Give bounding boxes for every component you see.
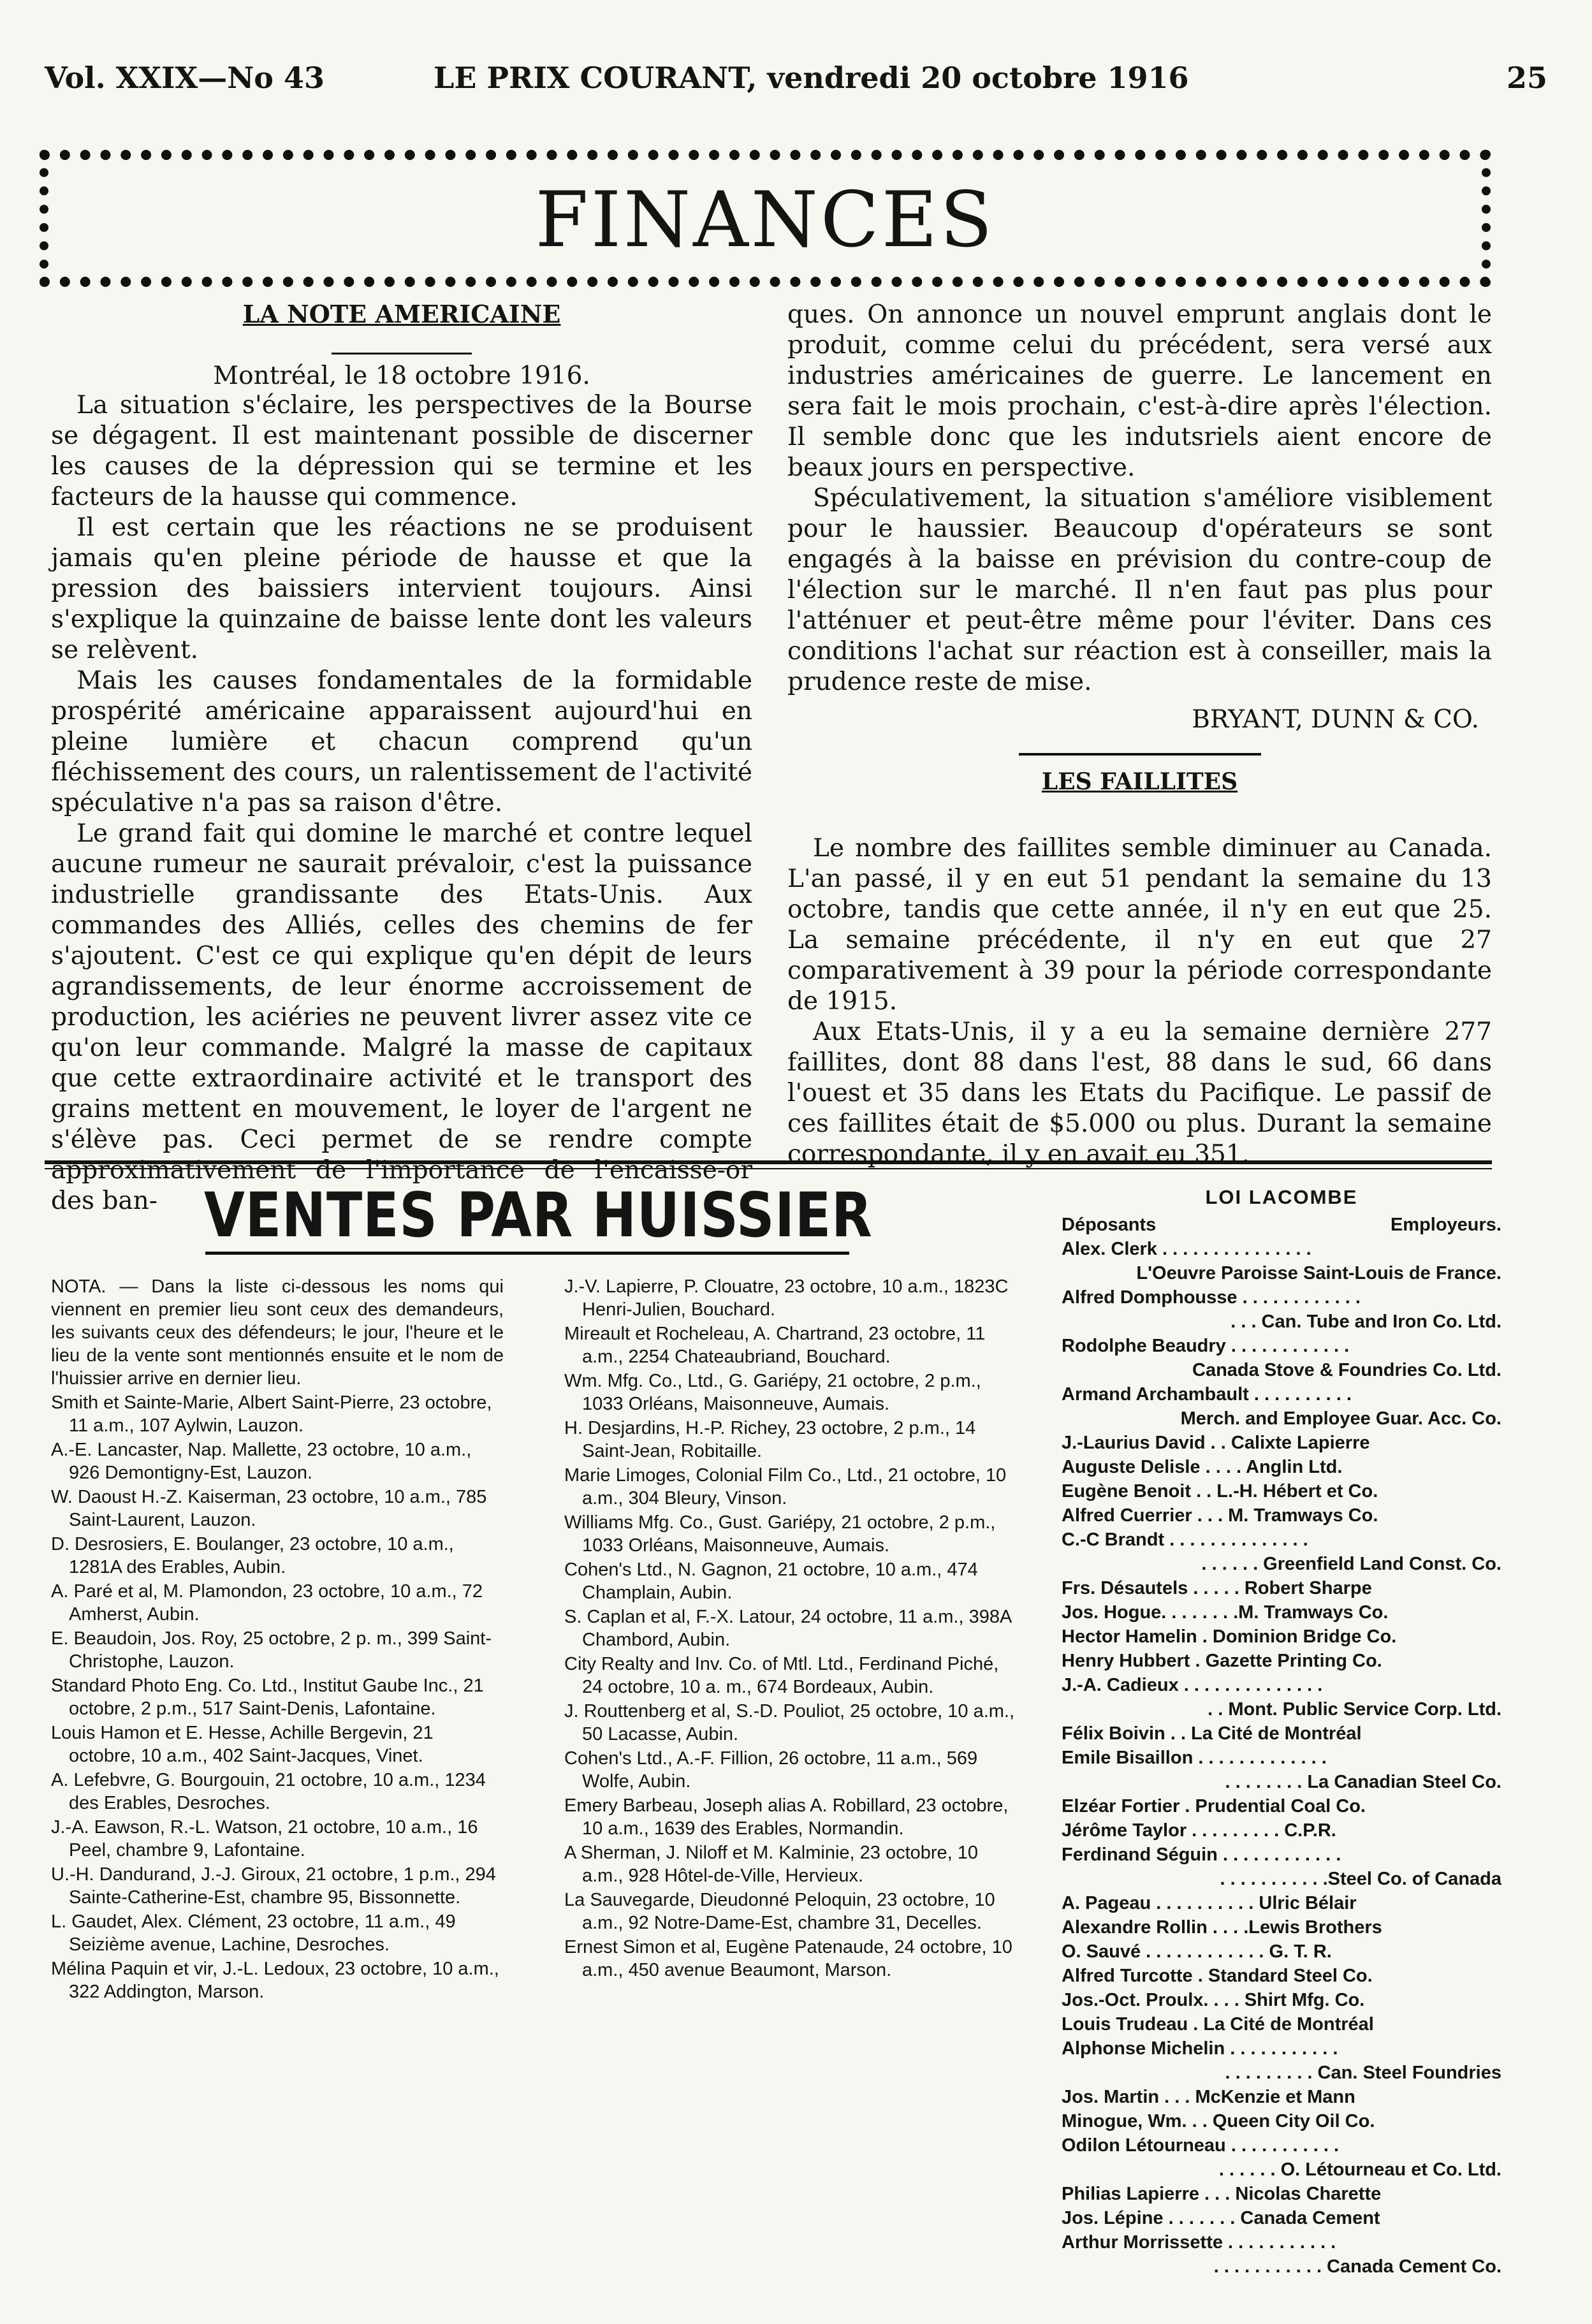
finances-banner bbox=[40, 150, 1491, 287]
list-item: Henry Hubbert . Gazette Printing Co. bbox=[1062, 1651, 1382, 1671]
faillites-paragraph: Aux Etats-Unis, il y a eu la semaine dernière 277 faillites, dont 88 dans l'est, 88 dans le sud, 66 dans l'ouest et 35 dans les Etats du Pacifique. Le passif de ces faillites était de $5.000 ou plus. Durant la semaine correspondante, il y en avait eu 351. bbox=[787, 1018, 1492, 1169]
article-paragraph: Il est certain que les réactions ne se produisent jamais qu'en pleine période de hausse et que la pression des baissiers intervient toujours. Ainsi s'explique la quinzaine de baisse lente dont les valeurs se relèvent. bbox=[51, 513, 752, 664]
list-item: Félix Boivin . . La Cité de Montréal bbox=[1062, 1723, 1362, 1744]
list-item: Canada Stove & Foundries Co. Ltd. bbox=[1192, 1360, 1501, 1380]
list-item: H. Desjardins, H.-P. Richey, 23 octobre, 2 p.m., 14 Saint-Jean, Robitaille. bbox=[564, 1418, 976, 1461]
list-item: J.-A. Eawson, R.-L. Watson, 21 octobre, 10 a.m., 16 Peel, chambre 9, Lafontaine. bbox=[51, 1817, 478, 1860]
list-item: A. Lefebvre, G. Bourgouin, 21 octobre, 10 a.m., 1234 des Erables, Desroches. bbox=[51, 1770, 486, 1813]
list-item: C.-C Brandt . . . . . . . . . . . . . . bbox=[1062, 1530, 1308, 1550]
list-item: D. Desrosiers, E. Boulanger, 23 octobre, 10 a.m., 1281A des Erables, Aubin. bbox=[51, 1534, 454, 1577]
list-item: A Sherman, J. Niloff et M. Kalminie, 23 octobre, 10 a.m., 928 Hôtel-de-Ville, Hervieux. bbox=[564, 1843, 979, 1886]
note-americaine-column bbox=[51, 300, 752, 1217]
list-item: Armand Archambault . . . . . . . . . . bbox=[1062, 1384, 1352, 1405]
header-employeurs: Employeurs. bbox=[1390, 1215, 1501, 1235]
list-item: . . . . . . O. Létourneau et Co. Ltd. bbox=[1218, 2160, 1501, 2180]
list-item: Merch. and Employee Guar. Acc. Co. bbox=[1180, 1408, 1501, 1429]
article-title: LA NOTE AMERICAINE bbox=[242, 300, 561, 328]
ventes-underline bbox=[205, 1252, 849, 1255]
list-item: . . . . . . . . . . . Canada Cement Co. bbox=[1213, 2256, 1501, 2277]
list-item: . . . . . . . . . . .Steel Co. of Canada bbox=[1220, 1869, 1501, 1889]
list-item: Ferdinand Séguin . . . . . . . . . . . . bbox=[1062, 1845, 1341, 1865]
list-item: W. Daoust H.-Z. Kaiserman, 23 octobre, 10 a.m., 785 Saint-Laurent, Lauzon. bbox=[51, 1487, 487, 1530]
list-item: Alex. Clerk . . . . . . . . . . . . . . . bbox=[1062, 1239, 1311, 1259]
list-item: Alphonse Michelin . . . . . . . . . . . bbox=[1062, 2038, 1338, 2059]
list-item: Alfred Domphousse . . . . . . . . . . . . bbox=[1062, 1287, 1361, 1308]
article-paragraph: La situation s'éclaire, les perspectives de la Bourse se dégagent. Il est maintenant possible de discerner les causes de la dépression qui se termine et les facteurs de la hausse qui commence. bbox=[51, 391, 752, 511]
list-item: L'Oeuvre Paroisse Saint-Louis de France. bbox=[1136, 1263, 1501, 1283]
article-signature: BRYANT, DUNN & CO. bbox=[1192, 705, 1479, 734]
list-item: Eugène Benoit . . L.-H. Hébert et Co. bbox=[1062, 1481, 1378, 1502]
section-rule-thin bbox=[45, 1168, 1492, 1169]
list-item: Jérôme Taylor . . . . . . . . . C.P.R. bbox=[1062, 1820, 1336, 1841]
list-item: City Realty and Inv. Co. of Mtl. Ltd., Ferdinand Piché, 24 octobre, 10 a. m., 674 Bordeaux, Aubin. bbox=[564, 1654, 999, 1697]
list-item: . . . . . . . . . Can. Steel Foundries bbox=[1225, 2063, 1501, 2083]
list-item: J.-Laurius David . . Calixte Lapierre bbox=[1062, 1433, 1370, 1453]
list-item: Minogue, Wm. . . Queen City Oil Co. bbox=[1062, 2111, 1375, 2131]
list-item: Mélina Paquin et vir, J.-L. Ledoux, 23 octobre, 10 a.m., 322 Addington, Marson. bbox=[51, 1959, 499, 2002]
list-item: A.-E. Lancaster, Nap. Mallette, 23 octobre, 10 a.m., 926 Demontigny-Est, Lauzon. bbox=[51, 1440, 472, 1483]
ventes-title: VENTES PAR HUISSIER bbox=[204, 1180, 873, 1251]
list-item: Jos. Hogue. . . . . . . .M. Tramways Co. bbox=[1062, 1602, 1389, 1623]
list-item: Odilon Létourneau . . . . . . . . . . . bbox=[1062, 2135, 1340, 2156]
list-item: Elzéar Fortier . Prudential Coal Co. bbox=[1062, 1796, 1366, 1816]
section-rule bbox=[45, 1160, 1492, 1164]
loi-lacombe-column bbox=[1062, 1186, 1501, 2279]
list-item: . . Mont. Public Service Corp. Ltd. bbox=[1208, 1699, 1501, 1720]
article-paragraph: Mais les causes fondamentales de la formidable prospérité américaine apparaissent aujourd'hui en pleine lumière et chacun comprend qu'un fléchissement des cours, un ralentissement de l'activité spéculative n'a pas sa raison d'être. bbox=[51, 666, 752, 817]
list-item: Arthur Morrissette . . . . . . . . . . . bbox=[1062, 2232, 1336, 2253]
list-item: L. Gaudet, Alex. Clément, 23 octobre, 11 a.m., 49 Seizième avenue, Lachine, Desroches. bbox=[51, 1911, 456, 1955]
ventes-nota: NOTA. — Dans la liste ci-dessous les noms qui viennent en premier lieu sont ceux des demandeurs, les suivants ceux des défendeurs; le jour, l'heure et le lieu de la vente sont mentionnés ensuite et le nom de l'huissier arrive en dernier lieu. bbox=[51, 1276, 504, 1389]
list-item: . . . . . . Greenfield Land Const. Co. bbox=[1201, 1554, 1501, 1574]
list-item: Cohen's Ltd., A.-F. Fillion, 26 octobre, 11 a.m., 569 Wolfe, Aubin. bbox=[564, 1748, 978, 1792]
page-number: 25 bbox=[1506, 61, 1547, 95]
loi-lacombe-title: LOI LACOMBE bbox=[1205, 1186, 1358, 1208]
list-item: Smith et Sainte-Marie, Albert Saint-Pierre, 23 octobre, 11 a.m., 107 Aylwin, Lauzon. bbox=[51, 1392, 492, 1436]
list-item: Louis Hamon et E. Hesse, Achille Bergevin, 21 octobre, 10 a.m., 402 Saint-Jacques, Vinet. bbox=[51, 1723, 434, 1766]
list-item: Emile Bisaillon . . . . . . . . . . . . . bbox=[1062, 1748, 1327, 1768]
ventes-column-1 bbox=[51, 1275, 504, 2005]
ventes-column-2 bbox=[564, 1275, 1017, 1983]
list-item: Alfred Cuerrier . . . M. Tramways Co. bbox=[1062, 1505, 1378, 1526]
list-item: La Sauvegarde, Dieudonné Peloquin, 23 octobre, 10 a.m., 92 Notre-Dame-Est, chambre 31, Decelles. bbox=[564, 1890, 995, 1933]
list-item: Wm. Mfg. Co., Ltd., G. Gariépy, 21 octobre, 2 p.m., 1033 Orléans, Maisonneuve, Aumais. bbox=[564, 1371, 981, 1414]
list-item: Alfred Turcotte . Standard Steel Co. bbox=[1062, 1966, 1373, 1986]
article-paragraph: Le grand fait qui domine le marché et contre lequel aucune rumeur ne saurait prévaloir, c'est la puissance industrielle grandissante des Etats-Unis. Aux commandes des Alliés, celles des chemins de fer s'ajoutent. C'est ce qui explique qu'en dépit de leurs agrandissements, de leur énorme accroissement de production, les aciéries ne peuvent livrer assez vite ce qu'on leur commande. Malgré la masse de capitaux que cette extraordinaire activité et le transport des grains mettent en mouvement, le loyer de l'argent ne s'élève pas. Ceci permet de se rendre compte approximativement de l'importance de l'encaisse-or des ban- bbox=[51, 819, 752, 1215]
section-title: FINANCES bbox=[535, 176, 995, 265]
list-item: S. Caplan et al, F.-X. Latour, 24 octobre, 11 a.m., 398A Chambord, Aubin. bbox=[564, 1607, 1011, 1650]
article-paragraph: Spéculativement, la situation s'améliore visiblement pour le haussier. Beaucoup d'opérateurs se sont engagés à la baisse en prévision du contre-coup de l'élection sur le marché. Il n'en faut pas plus pour l'atténuer et peut-être même pour l'éviter. Dans ces conditions l'achat sur réaction est à conseiller, mais la prudence reste de mise. bbox=[787, 484, 1492, 696]
list-item: Louis Trudeau . La Cité de Montréal bbox=[1062, 2014, 1374, 2035]
list-item: Mireault et Rocheleau, A. Chartrand, 23 octobre, 11 a.m., 2254 Chateaubriand, Bouchard. bbox=[564, 1324, 986, 1367]
list-item: E. Beaudoin, Jos. Roy, 25 octobre, 2 p. m., 399 Saint-Christophe, Lauzon. bbox=[51, 1628, 492, 1672]
list-item: Philias Lapierre . . . Nicolas Charette bbox=[1062, 2184, 1382, 2204]
article-continuation: ques. On annonce un nouvel emprunt anglais dont le produit, comme celui du précédent, sera versé aux industries américaines de guerre. Le lancement en sera fait le mois prochain, c'est-à-dire après l'élection. Il semble donc que les indutsriels aient encore de beaux jours en perspective. bbox=[787, 300, 1492, 482]
list-item: Cohen's Ltd., N. Gagnon, 21 octobre, 10 a.m., 474 Champlain, Aubin. bbox=[564, 1560, 978, 1603]
list-item: Williams Mfg. Co., Gust. Gariépy, 21 octobre, 2 p.m., 1033 Orléans, Maisonneuve, Aumais. bbox=[564, 1512, 996, 1556]
list-item: A. Paré et al, M. Plamondon, 23 octobre, 10 a.m., 72 Amherst, Aubin. bbox=[51, 1581, 483, 1625]
list-item: Rodolphe Beaudry . . . . . . . . . . . . bbox=[1062, 1336, 1350, 1356]
list-item: J.-A. Cadieux . . . . . . . . . . . . . . bbox=[1062, 1675, 1323, 1695]
list-item: Ernest Simon et al, Eugène Patenaude, 24 octobre, 10 a.m., 450 avenue Beaumont, Marson. bbox=[564, 1937, 1012, 1980]
list-item: Frs. Désautels . . . . . Robert Sharpe bbox=[1062, 1578, 1372, 1598]
divider bbox=[1019, 753, 1261, 756]
list-item: Marie Limoges, Colonial Film Co., Ltd., 21 octobre, 10 a.m., 304 Bleury, Vinson. bbox=[564, 1465, 1007, 1509]
right-column bbox=[787, 300, 1492, 1170]
list-item: Alexandre Rollin . . . .Lewis Brothers bbox=[1062, 1917, 1382, 1938]
list-item: J. Routtenberg et al, S.-D. Pouliot, 25 octobre, 10 a.m., 50 Lacasse, Aubin. bbox=[564, 1701, 1015, 1744]
list-item: Jos. Lépine . . . . . . . Canada Cement bbox=[1062, 2208, 1380, 2228]
list-item: Hector Hamelin . Dominion Bridge Co. bbox=[1062, 1626, 1397, 1647]
header-deposants: Déposants bbox=[1062, 1215, 1157, 1235]
list-item: Standard Photo Eng. Co. Ltd., Institut Gaube Inc., 21 octobre, 2 p.m., 517 Saint-Denis, Lafontaine. bbox=[51, 1676, 484, 1719]
list-item: Emery Barbeau, Joseph alias A. Robillard, 23 octobre, 10 a.m., 1639 des Erables, Normandin. bbox=[564, 1795, 1009, 1839]
masthead: LE PRIX COURANT, vendredi 20 octobre 1916 bbox=[434, 61, 1189, 95]
faillites-title: LES FAILLITES bbox=[1041, 768, 1238, 795]
faillites-paragraph: Le nombre des faillites semble diminuer au Canada. L'an passé, il y en eut 51 pendant la semaine du 13 octobre, tandis que cette année, il n'y en eut que 25. La semaine précédente, il n'y en eut que 27 comparativement à 39 pour la période correspondante de 1915. bbox=[787, 834, 1492, 1016]
dateline: Montréal, le 18 octobre 1916. bbox=[51, 362, 752, 390]
list-item: A. Pageau . . . . . . . . . . Ulric Bélair bbox=[1062, 1893, 1357, 1913]
list-item: . . . . . . . . La Canadian Steel Co. bbox=[1225, 1772, 1501, 1792]
list-item: U.-H. Dandurand, J.-J. Giroux, 21 octobre, 1 p.m., 294 Sainte-Catherine-Est, chambre 95, Bissonnette. bbox=[51, 1864, 496, 1908]
list-item: Jos.-Oct. Proulx. . . . Shirt Mfg. Co. bbox=[1062, 1990, 1365, 2010]
page-header bbox=[45, 61, 1547, 105]
list-item: . . . Can. Tube and Iron Co. Ltd. bbox=[1231, 1312, 1501, 1332]
loi-lacombe-header bbox=[1062, 1213, 1501, 1237]
volume-number: Vol. XXIX—No 43 bbox=[45, 61, 325, 95]
list-item: Jos. Martin . . . McKenzie et Mann bbox=[1062, 2087, 1355, 2107]
list-item: J.-V. Lapierre, P. Clouatre, 23 octobre, 10 a.m., 1823C Henri-Julien, Bouchard. bbox=[564, 1276, 1009, 1320]
list-item: O. Sauvé . . . . . . . . . . . . G. T. R. bbox=[1062, 1941, 1332, 1962]
list-item: Auguste Delisle . . . . Anglin Ltd. bbox=[1062, 1457, 1343, 1477]
